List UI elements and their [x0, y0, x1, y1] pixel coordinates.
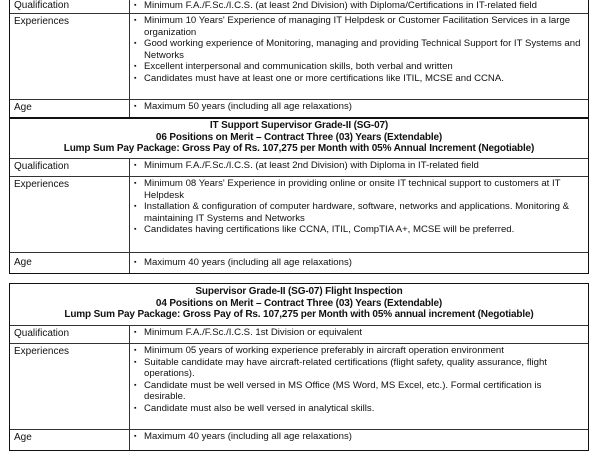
row-label: Experiences — [10, 177, 130, 252]
position-title: IT Support Supervisor Grade-II (SG-07) — [209, 120, 389, 131]
list-item: ▪ Minimum F.A./F.Sc./I.C.S. (at least 2nd Division) with Diploma/Certifications in IT-related field — [144, 0, 584, 12]
positions-count: 04 Positions on Merit – Contract Three (03) Years (Extendable) — [155, 297, 443, 309]
row-label: Qualification — [10, 0, 130, 13]
row-label: Experiences — [10, 14, 130, 99]
row-label: Age — [10, 100, 130, 117]
table-row — [10, 0, 588, 13]
list-item: ▪ Installation & configuration of computer hardware, software, networks and applications. Monitoring & maintaining IT Systems and Networks — [144, 201, 584, 224]
section-helpdesk-supervisor — [9, 0, 589, 118]
table-row — [10, 325, 588, 343]
row-label: Qualification — [10, 159, 130, 176]
section-flight-inspection-supervisor — [9, 283, 589, 451]
list-item: ▪ Candidate must be well versed in MS Office (MS Word, MS Excel, etc.). Formal certification is desirable. — [144, 380, 584, 403]
table-row — [10, 252, 588, 273]
list-item: ▪ Suitable candidate may have aircraft-related certifications (flight safety, quality assurance, flight operations). — [144, 357, 584, 380]
table-row — [10, 429, 588, 450]
row-label: Qualification — [10, 326, 130, 343]
position-title: Supervisor Grade-II (SG-07) Flight Inspection — [195, 286, 403, 297]
positions-count: 06 Positions on Merit – Contract Three (03) Years (Extendable) — [155, 131, 443, 143]
list-item: ▪ Good working experience of Monitoring, managing and providing Technical Support for IT Systems and Networks — [144, 38, 584, 61]
list-item: ▪ Candidates having certifications like CCNA, ITIL, CompTIA A+, MCSE will be preferred. — [144, 224, 584, 236]
list-item: ▪ Maximum 50 years (including all age relaxations) — [144, 101, 584, 113]
list-item: ▪ Excellent interpersonal and communication skills, both verbal and written — [144, 61, 584, 73]
list-item: ▪ Candidates must have at least one or more certifications like ITIL, MCSE and CCNA. — [144, 73, 584, 85]
table-row — [10, 99, 588, 117]
pay-package: Lump Sum Pay Package: Gross Pay of Rs. 107,275 per Month with 05% annual increment (Negotiable) — [64, 309, 534, 321]
section-header — [10, 119, 588, 158]
row-label: Age — [10, 253, 130, 273]
pay-package: Lump Sum Pay Package: Gross Pay of Rs. 107,275 per Month with 05% Annual Increment (Negotiable) — [63, 143, 535, 155]
row-label: Experiences — [10, 344, 130, 429]
list-item: ▪ Minimum F.A./F.Sc./I.C.S. (at least 2nd Division) with Diploma in IT-related field — [144, 160, 584, 172]
list-item: ▪ Minimum 10 Years' Experience of managing IT Helpdesk or Customer Facilitation Services in a large organization — [144, 15, 584, 38]
row-label: Age — [10, 430, 130, 450]
table-row — [10, 13, 588, 99]
list-item: ▪ Minimum 05 years of working experience preferably in aircraft operation environment — [144, 345, 584, 357]
table-row — [10, 176, 588, 252]
list-item: ▪ Minimum F.A./F.Sc./I.C.S. 1st Division or equivalent — [144, 327, 584, 339]
list-item: ▪ Maximum 40 years (including all age relaxations) — [144, 257, 584, 269]
section-it-support-supervisor — [9, 118, 589, 274]
section-header — [10, 284, 588, 325]
list-item: ▪ Minimum 08 Years' Experience in providing online or onsite IT technical support to customers at IT Helpdesk — [144, 178, 584, 201]
table-row — [10, 343, 588, 429]
table-row — [10, 158, 588, 176]
list-item: ▪ Candidate must also be well versed in analytical skills. — [144, 403, 584, 415]
list-item: ▪ Maximum 40 years (including all age relaxations) — [144, 431, 584, 443]
